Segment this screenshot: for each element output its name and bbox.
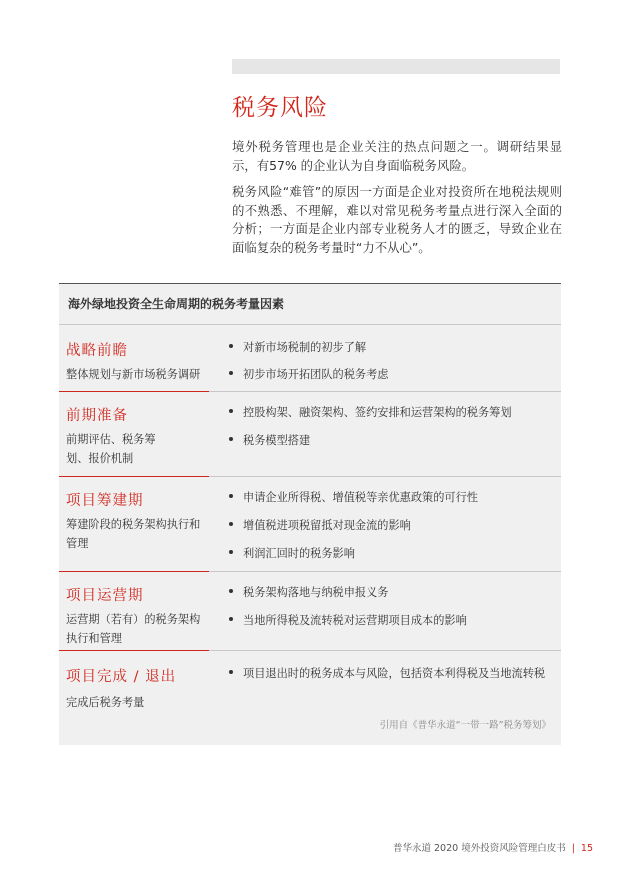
- bullet-dot-icon: [229, 589, 233, 593]
- panel-title: 海外绿地投资全生命周期的税务考量因素: [68, 297, 285, 311]
- bullet-item: 项目退出时的税务成本与风险，包括资本利得税及当地流转税: [229, 665, 559, 681]
- stage-name: 项目完成 / 退出: [66, 669, 177, 685]
- bullet-item: 当地所得税及流转税对运营期项目成本的影响: [229, 612, 559, 628]
- footer-separator: |: [571, 843, 575, 854]
- bullet-item: 申请企业所得税、增值税等亲优惠政策的可行性: [229, 489, 559, 505]
- stage-name: 战略前瞻: [66, 343, 128, 359]
- page-number: 15: [580, 843, 593, 854]
- stage-description: 前期评估、税务筹划、报价机制: [66, 433, 156, 465]
- intro-paragraph-2: 税务风险“难管”的原因一方面是企业对投资所在地税法规则的不熟悉、不理解，难以对常见税务考量点进行深入全面的分析；一方面是企业内部专业税务人才的匮乏，导致企业在面临复杂的税务考量时“力不从心”。: [232, 184, 562, 255]
- bullet-dot-icon: [229, 494, 233, 498]
- header-bar: [232, 59, 560, 74]
- stage-description: 整体规划与新市场税务调研: [66, 368, 201, 381]
- bullet-dot-icon: [229, 550, 233, 554]
- bullet-item: 利润汇回时的税务影响: [229, 545, 559, 561]
- stage-name: 项目筹建期: [66, 493, 144, 509]
- bullet-dot-icon: [229, 617, 233, 621]
- bullet-item: 税务模型搭建: [229, 432, 559, 448]
- bullet-dot-icon: [229, 371, 233, 375]
- bullet-item: 控股构架、融资架构、签约安排和运营架构的税务筹划: [229, 404, 559, 420]
- bullet-dot-icon: [229, 409, 233, 413]
- bullet-dot-icon: [229, 437, 233, 441]
- bullet-item: 增值税进项税留抵对现金流的影响: [229, 517, 559, 533]
- bullet-dot-icon: [229, 522, 233, 526]
- section-title: 税务风险: [232, 95, 328, 121]
- bullet-dot-icon: [229, 344, 233, 348]
- stage-description: 完成后税务考量: [66, 696, 145, 709]
- bullet-item: 税务架构落地与纳税申报义务: [229, 584, 559, 600]
- footer-publication-title: 普华永道 2020 境外投资风险管理白皮书: [392, 843, 566, 854]
- stage-name: 前期准备: [66, 408, 128, 424]
- bullet-dot-icon: [229, 670, 233, 674]
- tax-lifecycle-panel: [59, 283, 561, 745]
- bullet-item: 初步市场开拓团队的税务考虑: [229, 366, 559, 382]
- intro-paragraph-1: 境外税务管理也是企业关注的热点问题之一。调研结果显示，有57% 的企业认为自身面临税务风险。: [232, 139, 562, 173]
- bullet-item: 对新市场税制的初步了解: [229, 339, 559, 355]
- stage-description: 运营期（若有）的税务架构执行和管理: [66, 613, 201, 645]
- panel-top-rule: [59, 283, 561, 284]
- panel-title-rule: [59, 324, 561, 325]
- source-citation: 引用自《普华永道“一带一路”税务筹划》: [379, 720, 551, 731]
- page-footer: [393, 840, 593, 854]
- stage-description: 筹建阶段的税务架构执行和管理: [66, 518, 201, 550]
- stage-name: 项目运营期: [66, 588, 144, 604]
